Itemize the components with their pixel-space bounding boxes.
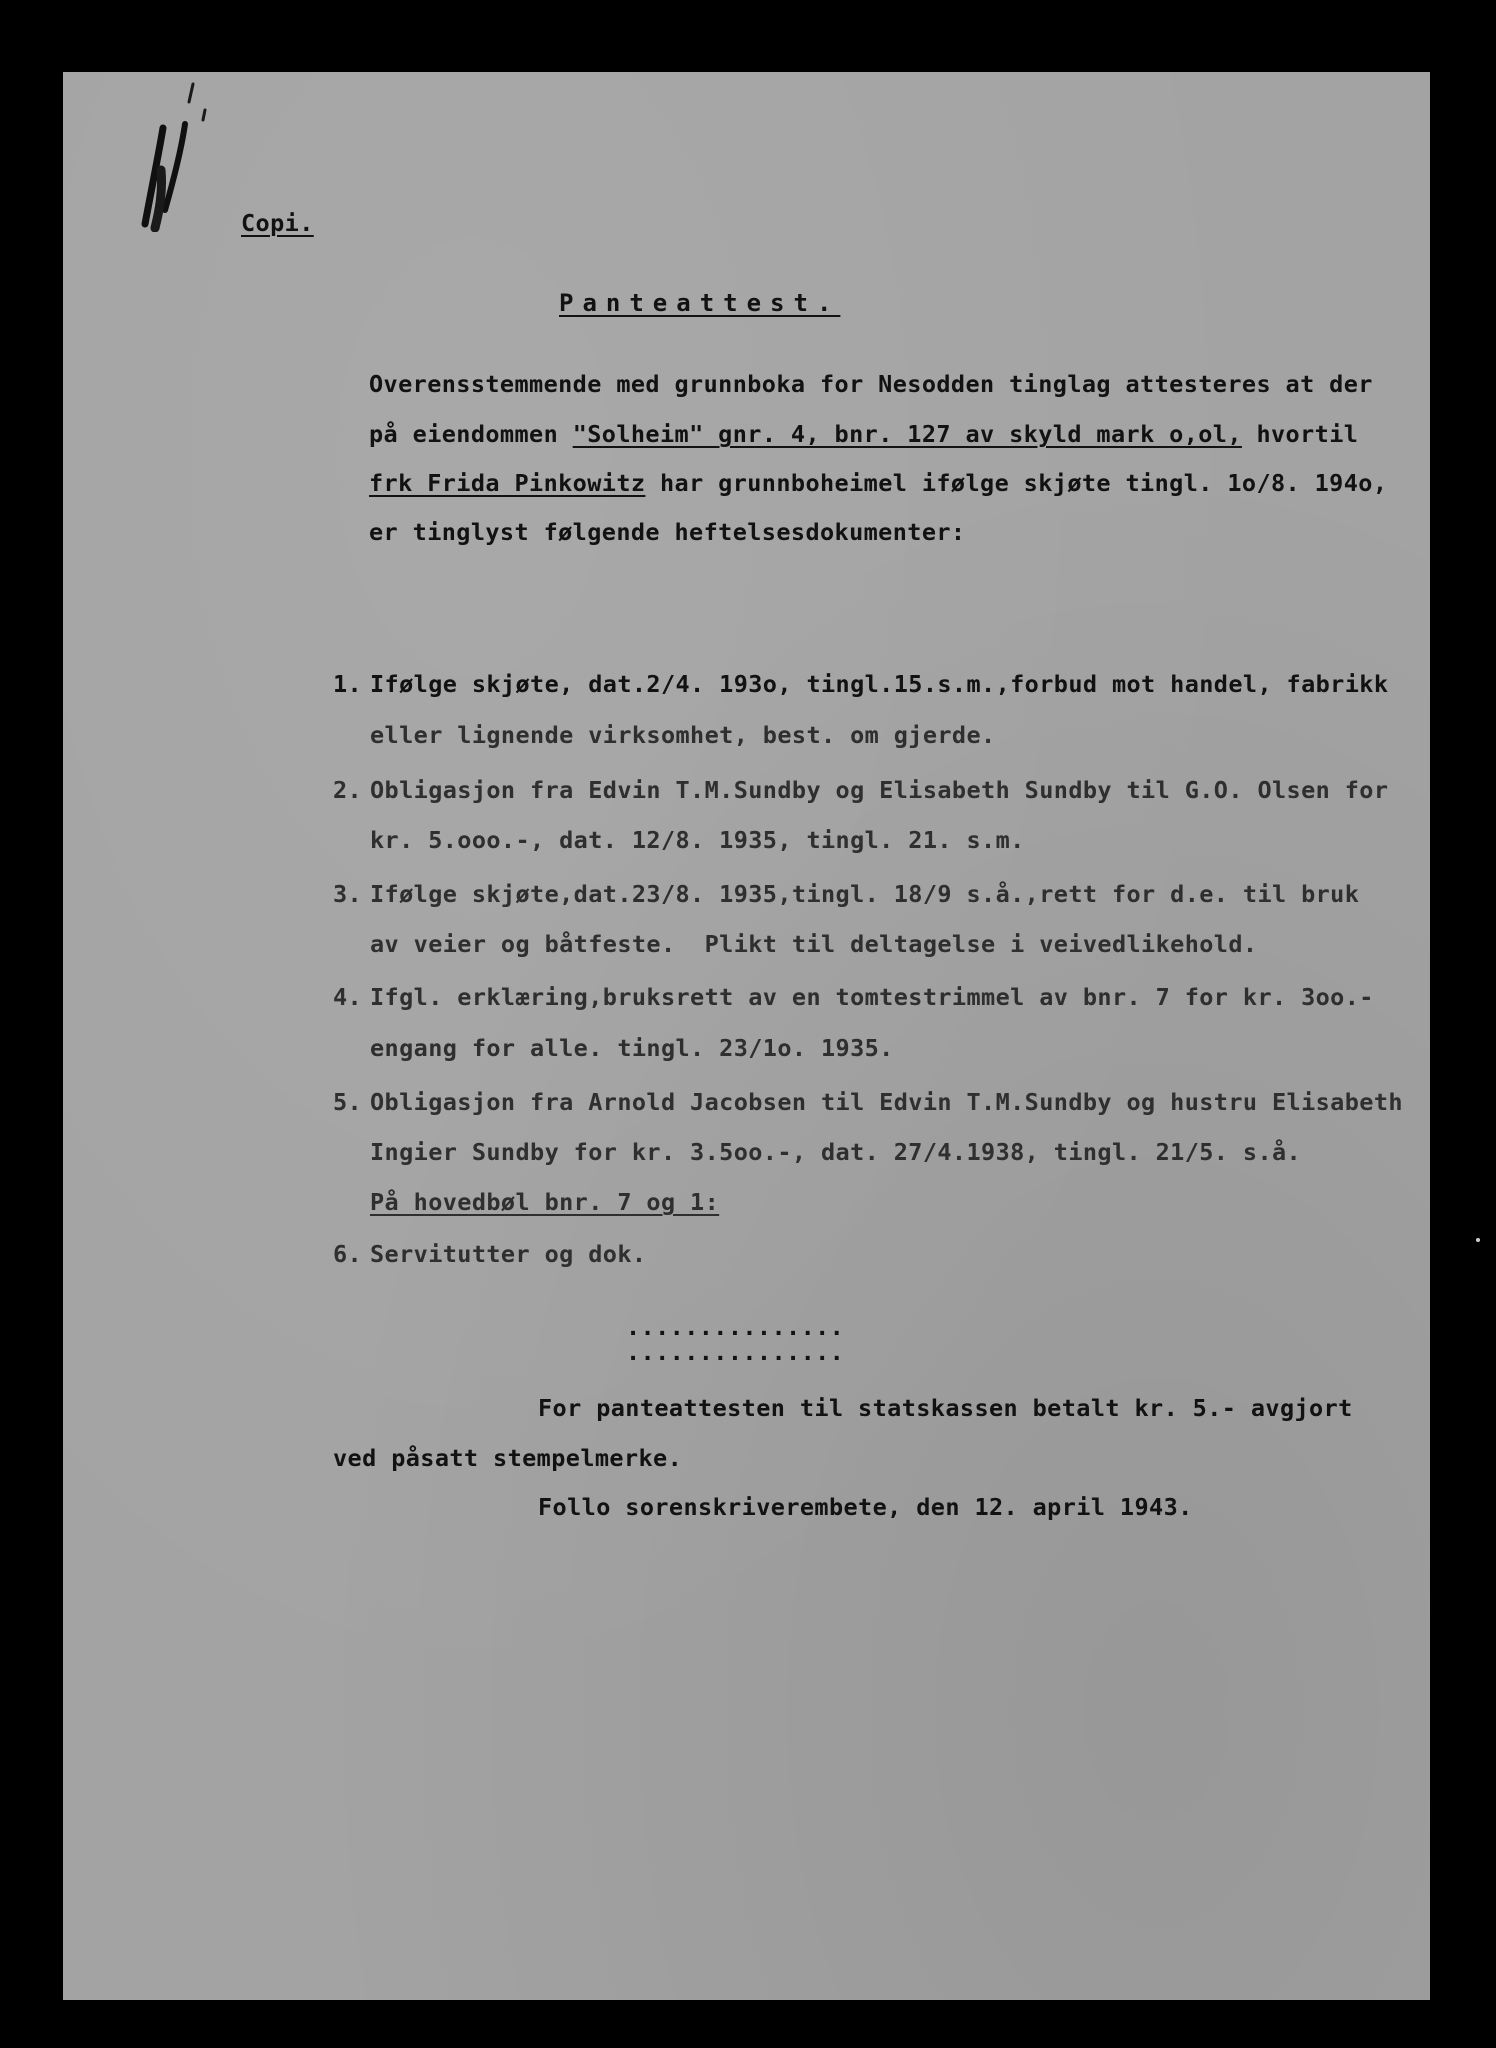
item-number: 2. [333, 776, 363, 804]
separator-line: ............... [626, 1313, 845, 1341]
item-line-2: engang for alle. tingl. 23/1o. 1935. [370, 1034, 894, 1062]
intro-line-3 [369, 469, 1388, 497]
item-line-1: Ifølge skjøte, dat.2/4. 193o, tingl.15.s.m.,forbud mot handel, fabrikk [370, 670, 1389, 698]
intro-line-2-suffix: hvortil [1241, 420, 1359, 448]
document-page [63, 72, 1430, 2000]
item-line-1: Obligasjon fra Edvin T.M.Sundby og Elisabeth Sundby til G.O. Olsen for [370, 776, 1389, 804]
item-number: 6. [333, 1240, 363, 1268]
item-line-1: Ifgl. erklæring,bruksrett av en tomtestrimmel av bnr. 7 for kr. 3oo.- [370, 983, 1374, 1011]
scan-speck [1476, 1238, 1480, 1242]
intro-line-2-prefix: på eiendommen [369, 420, 573, 448]
item-6-text: Servitutter og dok. [370, 1240, 647, 1268]
item-line-1: Obligasjon fra Arnold Jacobsen til Edvin T.M.Sundby og hustru Elisabeth [370, 1088, 1403, 1116]
item-line-2: kr. 5.ooo.-, dat. 12/8. 1935, tingl. 21. s.m. [370, 826, 1025, 854]
item-line-2: av veier og båtfeste. Plikt til deltagelse i veivedlikehold. [370, 930, 1258, 958]
item-number: 5. [333, 1088, 363, 1116]
property-name: "Solheim" gnr. 4, bnr. 127 av skyld mark o,ol, [572, 420, 1242, 448]
intro-line-1: Overensstemmende med grunnboka for Nesodden tinglag attesteres at der [369, 370, 1373, 398]
item-line-2: Ingier Sundby for kr. 3.5oo.-, dat. 27/4.1938, tingl. 21/5. s.å. [370, 1138, 1302, 1166]
item-number: 1. [333, 670, 363, 698]
closing-line-2: ved påsatt stempelmerke. [333, 1444, 683, 1472]
copy-label: Copi. [241, 209, 314, 237]
document-title: Panteattest. [559, 289, 841, 317]
intro-line-3-suffix: har grunnboheimel ifølge skjøte tingl. 1o/8. 194o, [645, 469, 1388, 497]
item-number: 4. [333, 983, 363, 1011]
owner-name: frk Frida Pinkowitz [369, 469, 646, 497]
item-line-2: eller lignende virksomhet, best. om gjerde. [370, 721, 996, 749]
handwritten-mark [133, 72, 223, 232]
intro-line-4: er tinglyst følgende heftelsesdokumenter: [369, 518, 966, 546]
closing-line-1: For panteattesten til statskassen betalt kr. 5.- avgjort [538, 1394, 1353, 1422]
item-number: 3. [333, 880, 363, 908]
separator-line: ............... [626, 1338, 845, 1366]
subheading: På hovedbøl bnr. 7 og 1: [370, 1188, 720, 1216]
item-line-1: Ifølge skjøte,dat.23/8. 1935,tingl. 18/9 s.å.,rett for d.e. til bruk [370, 880, 1360, 908]
intro-line-2 [369, 420, 1359, 448]
closing-line-3: Follo sorenskriverembete, den 12. april 1943. [538, 1493, 1193, 1521]
